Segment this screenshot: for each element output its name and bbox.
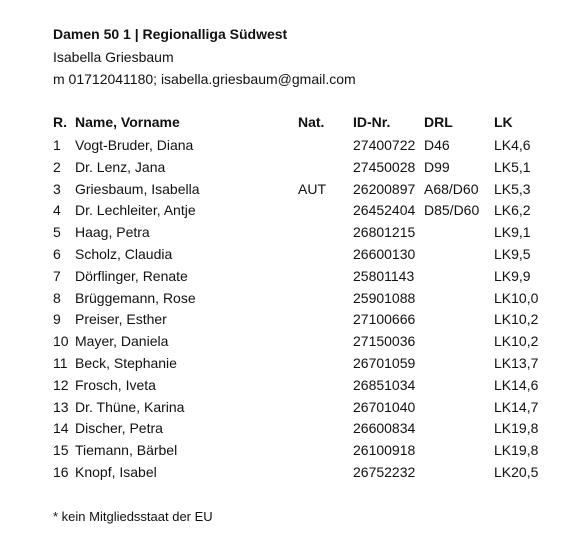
footnote: * kein Mitgliedsstaat der EU	[53, 509, 213, 524]
id-cell: 27150036	[353, 333, 416, 350]
lk-cell: LK10,0	[494, 289, 539, 306]
id-cell: 25901088	[353, 289, 416, 306]
name-cell: Tiemann, Bärbel	[75, 442, 178, 459]
id-cell: 27400722	[353, 137, 416, 153]
name-cell: Dr. Lenz, Jana	[75, 158, 166, 175]
lk-cell: LK19,8	[494, 442, 539, 459]
lk-cell: LK9,1	[494, 224, 531, 241]
table-row	[0, 398, 572, 420]
name-cell: Griesbaum, Isabella	[75, 180, 200, 197]
id-cell: 27100666	[353, 311, 416, 328]
name-cell: Brüggemann, Rose	[75, 289, 196, 306]
rank-cell: 3	[53, 180, 61, 197]
lk-cell: LK4,6	[494, 137, 531, 153]
table-row	[0, 376, 572, 398]
rank-cell: 4	[53, 202, 61, 219]
id-cell: 26452404	[353, 202, 416, 219]
rank-cell: 6	[53, 245, 61, 262]
rank-cell: 11	[53, 354, 68, 371]
nat-cell: AUT	[298, 180, 326, 197]
name-cell: Vogt-Bruder, Diana	[75, 137, 194, 153]
table-row	[0, 332, 572, 354]
rank-cell: 15	[53, 442, 69, 459]
id-cell: 26851034	[353, 376, 416, 393]
id-cell: 26600834	[353, 420, 416, 437]
rank-cell: 5	[53, 224, 61, 241]
id-cell: 26801215	[353, 224, 416, 241]
table-row	[0, 136, 572, 158]
id-cell: 26701059	[353, 354, 416, 371]
lk-cell: LK10,2	[494, 311, 539, 328]
captain-name: Isabella Griesbaum	[53, 49, 174, 65]
id-cell: 26200897	[353, 180, 416, 197]
lk-cell: LK19,8	[494, 420, 539, 437]
team-title: Damen 50 1 | Regionalliga Südwest	[53, 26, 288, 42]
table-row	[0, 463, 572, 485]
id-cell: 25801143	[353, 267, 415, 284]
header-rank: R.	[53, 114, 67, 130]
lk-cell: LK20,5	[494, 463, 539, 480]
header-nat: Nat.	[298, 114, 325, 130]
id-cell: 26100918	[353, 442, 416, 459]
id-cell: 26752232	[353, 463, 416, 480]
header-id: ID-Nr.	[353, 114, 391, 130]
rank-cell: 1	[53, 137, 61, 153]
name-cell: Mayer, Daniela	[75, 333, 169, 350]
name-cell: Preiser, Esther	[75, 311, 167, 328]
header-drl: DRL	[424, 114, 453, 130]
name-cell: Discher, Petra	[75, 420, 163, 437]
header-lk: LK	[494, 114, 513, 130]
name-cell: Beck, Stephanie	[75, 354, 177, 371]
drl-cell: D85/D60	[424, 202, 480, 219]
table-row	[0, 223, 572, 245]
table-row	[0, 354, 572, 376]
name-cell: Knopf, Isabel	[75, 463, 157, 480]
table-row	[0, 245, 572, 267]
table-row	[0, 289, 572, 311]
table-row	[0, 419, 572, 441]
drl-cell: A68/D60	[424, 180, 479, 197]
lk-cell: LK5,1	[494, 158, 531, 175]
table-row	[0, 310, 572, 332]
table-row	[0, 267, 572, 289]
id-cell: 26600130	[353, 245, 416, 262]
rank-cell: 7	[53, 267, 61, 284]
table-row	[0, 180, 572, 202]
header-name: Name, Vorname	[75, 114, 180, 130]
id-cell: 27450028	[353, 158, 416, 175]
name-cell: Haag, Petra	[75, 224, 150, 241]
rank-cell: 2	[53, 158, 61, 175]
id-cell: 26701040	[353, 398, 416, 415]
rank-cell: 16	[53, 463, 69, 480]
lk-cell: LK6,2	[494, 202, 531, 219]
rank-cell: 13	[53, 398, 69, 415]
name-cell: Dörflinger, Renate	[75, 267, 188, 284]
lk-cell: LK13,7	[494, 354, 539, 371]
rank-cell: 10	[53, 333, 69, 350]
drl-cell: D99	[424, 158, 450, 175]
name-cell: Frosch, Iveta	[75, 376, 156, 393]
player-list	[0, 136, 572, 485]
name-cell: Dr. Lechleiter, Antje	[75, 202, 196, 219]
rank-cell: 8	[53, 289, 61, 306]
lk-cell: LK5,3	[494, 180, 531, 197]
lk-cell: LK10,2	[494, 333, 539, 350]
rank-cell: 9	[53, 311, 61, 328]
lk-cell: LK14,6	[494, 376, 539, 393]
table-row	[0, 201, 572, 223]
name-cell: Dr. Thüne, Karina	[75, 398, 185, 415]
captain-contact: m 01712041180; isabella.griesbaum@gmail.com	[53, 71, 356, 87]
rank-cell: 12	[53, 376, 69, 393]
lk-cell: LK14,7	[494, 398, 539, 415]
lk-cell: LK9,5	[494, 245, 531, 262]
table-row	[0, 441, 572, 463]
name-cell: Scholz, Claudia	[75, 245, 173, 262]
lk-cell: LK9,9	[494, 267, 531, 284]
table-row	[0, 158, 572, 180]
rank-cell: 14	[53, 420, 69, 437]
table-header	[0, 114, 572, 132]
drl-cell: D46	[424, 137, 450, 153]
